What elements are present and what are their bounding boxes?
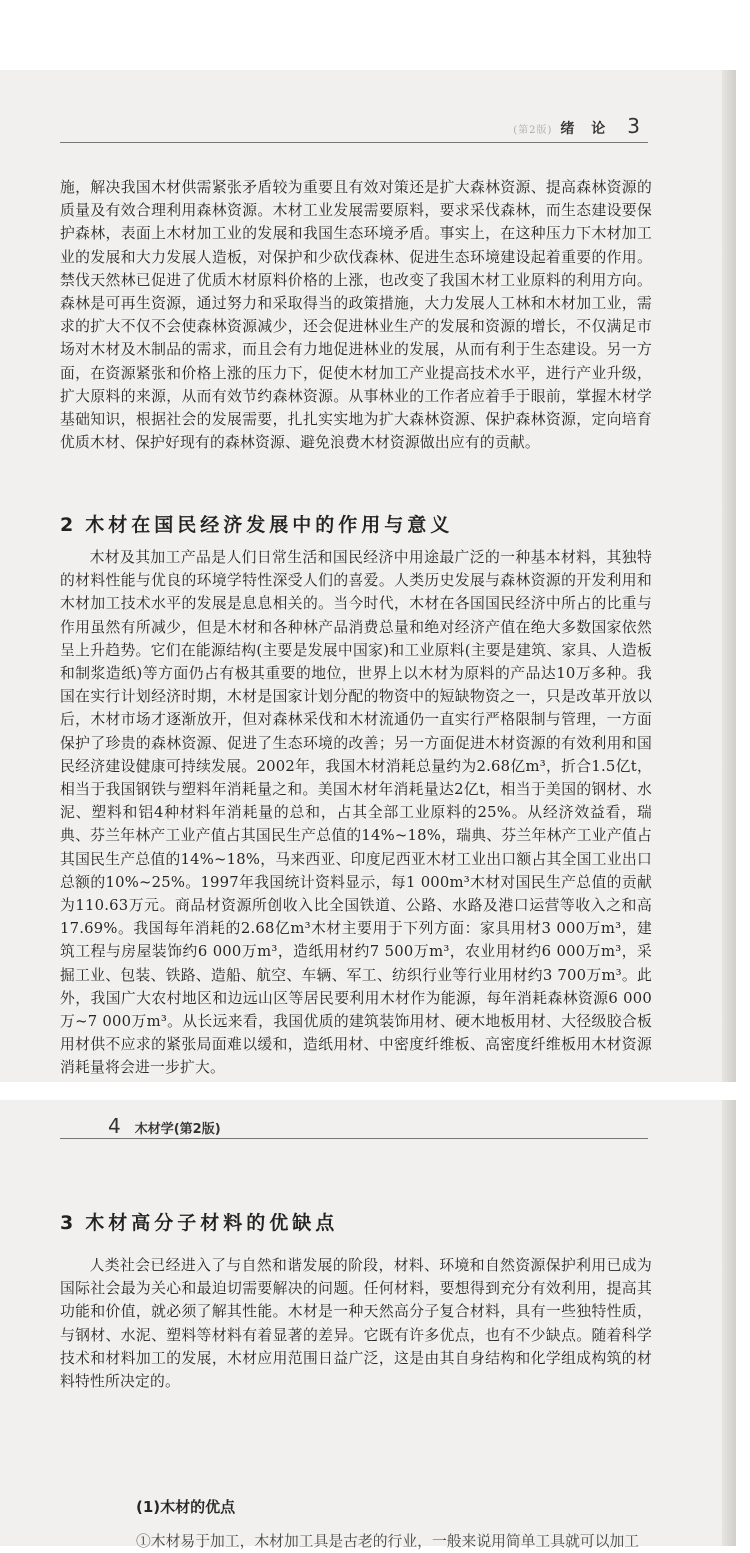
section-2-title: 木材在国民经济发展中的作用与意义	[85, 514, 454, 536]
running-head-edition: (第2版)	[513, 125, 553, 136]
section-2-number: 2	[60, 514, 74, 536]
header-rule	[60, 142, 648, 143]
page-number: 3	[627, 114, 640, 138]
section-2-heading	[60, 510, 453, 537]
running-head-title: 木材学(第2版)	[134, 1122, 221, 1137]
page-3	[0, 70, 736, 1082]
running-head-title: 绪 论	[560, 121, 612, 137]
page-4	[0, 1100, 736, 1550]
page-number: 4	[108, 1114, 121, 1138]
running-head-left	[108, 1114, 221, 1138]
paragraph-section-3: 人类社会已经进入了与自然和谐发展的阶段，材料、环境和自然资源保护利用已成为国际社会最为关心和最迫切需要解决的问题。任何材料，要想得到充分有效利用，提高其功能和价值，就必须了解其性能。木材是一种天然高分子复合材料，具有一些独特性质，与钢材、水泥、塑料等材料有着显著的差异。它既有许多优点，也有不少缺点。随着科学技术和材料加工的发展，木材应用范围日益广泛，这是由其自身结构和化学组成构筑的材料特性所决定的。	[60, 1257, 652, 1391]
subheading-advantages: (1)木材的优点	[136, 1498, 236, 1516]
section-3-number: 3	[60, 1212, 74, 1234]
header-rule	[60, 1138, 648, 1139]
page-edge	[722, 70, 736, 1082]
paragraph-section-2: 木材及其加工产品是人们日常生活和国民经济中用途最广泛的一种基本材料，其独特的材料性能与优良的环境学特性深受人们的喜爱。人类历史发展与森林资源的开发利用和木材加工技术水平的发展是息息相关的。当今时代，木材在各国国民经济中所占的比重与作用虽然有所减少，但是木材和各种林产品消费总量和绝对经济产值在绝大多数国家依然呈上升趋势。它们在能源结构(主要是发展中国家)和工业原料(主要是建筑、家具、人造板和制浆造纸)等方面仍占有极其重要的地位，世界上以木材为原料的产品达10万多种。我国在实行计划经济时期，木材是国家计划分配的物资中的短缺物资之一，只是改革开放以后，木材市场才逐渐放开，但对森林采伐和木材流通仍一直实行严格限制与管理，一方面保护了珍贵的森林资源、促进了生态环境的改善；另一方面促进木材资源的有效利用和国民经济建设健康可持续发展。2002年，我国木材消耗总量约为2.68亿m³，折合1.5亿t，相当于我国钢铁与塑料年消耗量之和。美国木材年消耗量达2亿t，相当于美国的钢材、水泥、塑料和铝4种材料年消耗量的总和，占其全部工业原料的25%。从经济效益看，瑞典、芬兰年林产工业产值占其国民生产总值的14%~18%，瑞典、芬兰年林产工业产值占其国民生产总值的14%~18%，马来西亚、印度尼西亚木材工业出口额占其全国工业出口总额的10%~25%。1997年我国统计资料显示，每1 000m³木材对国民生产总值的贡献为110.63万元。商品材资源所创收入比全国铁道、公路、水路及港口运营等收入之和高17.69%。我国每年消耗的2.68亿m³木材主要用于下列方面：家具用材3 000万m³，建筑工程与房屋装饰约6 000万m³，造纸用材约7 500万m³，农业用材约6 000万m³，采掘工业、包装、铁路、造船、航空、车辆、军工、纺织行业等行业用材约3 700万m³。此外，我国广大农村地区和边远山区等居民要利用木材作为能源，每年消耗森林资源6 000万~7 000万m³。从长远来看，我国优质的建筑装饰用材、硬木地板用材、大径级胶合板用材供不应求的紧张局面难以缓和，造纸用材、中密度纤维板、高密度纤维板用木材资源消耗量将会进一步扩大。	[60, 549, 652, 1077]
section-3-title: 木材高分子材料的优缺点	[85, 1212, 339, 1234]
cut-off-line: ①木材易于加工，木材加工具是古老的行业，一般来说用简单工具就可以加工	[136, 1533, 640, 1550]
paragraph-continuation: 施，解决我国木材供需紧张矛盾较为重要且有效对策还是扩大森林资源、提高森林资源的质量及有效合理利用森林资源。木材工业发展需要原料，要求采伐森林，而生态建设要保护森林，表面上木材加工业的发展和我国生态环境矛盾。事实上，在这种压力下木材加工业的发展和大力发展人造板，对保护和少砍伐森林、促进生态环境建设起着重要的作用。禁伐天然林已促进了优质木材原料价格的上涨，也改变了我国木材工业原料的利用方向。森林是可再生资源，通过努力和采取得当的政策措施，大力发展人工林和木材加工业，需求的扩大不仅不会使森林资源减少，还会促进林业生产的发展和资源的增长，不仅满足市场对木材及木制品的需求，而且会有力地促进林业的发展，从而有利于生态建设。另一方面，在资源紧张和价格上涨的压力下，促使木材加工产业提高技术水平，进行产业升级，扩大原料的来源，从而有效节约森林资源。从事林业的工作者应着手于眼前，掌握木材学基础知识，根据社会的发展需要，扎扎实实地为扩大森林资源、保护森林资源，定向培育优质木材、保护好现有的森林资源、避免浪费木材资源做出应有的贡献。	[60, 179, 652, 452]
running-head-right	[513, 114, 640, 138]
page-edge	[722, 1100, 736, 1546]
section-3-heading	[60, 1208, 338, 1235]
